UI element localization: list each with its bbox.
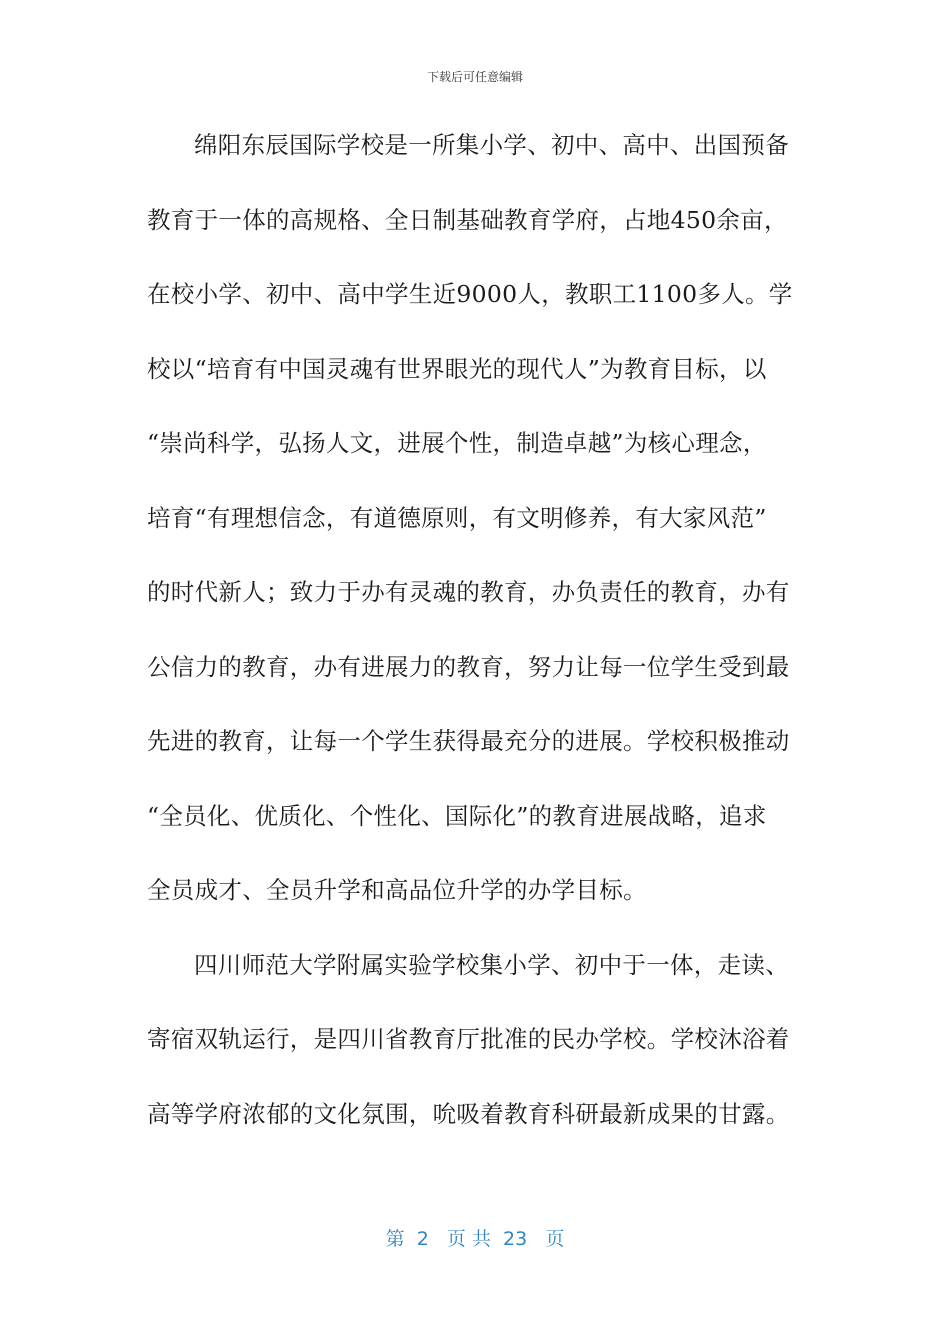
paragraph-1-line: 先进的教育，让每一个学生获得最充分的进展。学校积极推动 (147, 727, 790, 755)
document-body (147, 113, 793, 1156)
paragraph-1-line: 的时代新人；致力于办有灵魂的教育，办负责任的教育，办有 (147, 578, 790, 606)
paragraph-1-line: 全员成才、全员升学和高品位升学的办学目标。 (147, 876, 647, 904)
page-number: 第 2 页 共 23 页 (385, 1228, 565, 1250)
paragraph-1-line: 公信力的教育，办有进展力的教育，努力让每一位学生受到最 (147, 652, 790, 681)
paragraph-2-line: 四川师范大学附属实验学校集小学、初中于一体，走读、 (194, 950, 789, 979)
paragraph-1-line: 培育“有理想信念，有道德原则，有文明修养，有大家风范” (147, 503, 767, 532)
paragraph-1-line: “全员化、优质化、个性化、国际化”的教育进展战略，追求 (147, 801, 767, 830)
paragraph-1-line: “崇尚科学，弘扬人文，进展个性，制造卓越”为核心理念， (147, 429, 767, 457)
paragraph-1-line: 绵阳东辰国际学校是一所集小学、初中、高中、出国预备 (194, 131, 789, 159)
paragraph-1-line: 校以“培育有中国灵魂有世界眼光的现代人”为教育目标，以 (147, 354, 767, 383)
header-note: 下载后可任意编辑 (426, 70, 523, 84)
paragraph-2-line: 寄宿双轨运行，是四川省教育厅批准的民办学校。学校沐浴着 (147, 1025, 790, 1053)
paragraph-2-line: 高等学府浓郁的文化氛围，吮吸着教育科研最新成果的甘露。 (147, 1099, 790, 1128)
paragraph-1-line: 教育于一体的高规格、全日制基础教育学府，占地450余亩， (147, 205, 788, 234)
paragraph-1-line: 在校小学、初中、高中学生近9000人，教职工1100多人。学 (147, 280, 793, 308)
